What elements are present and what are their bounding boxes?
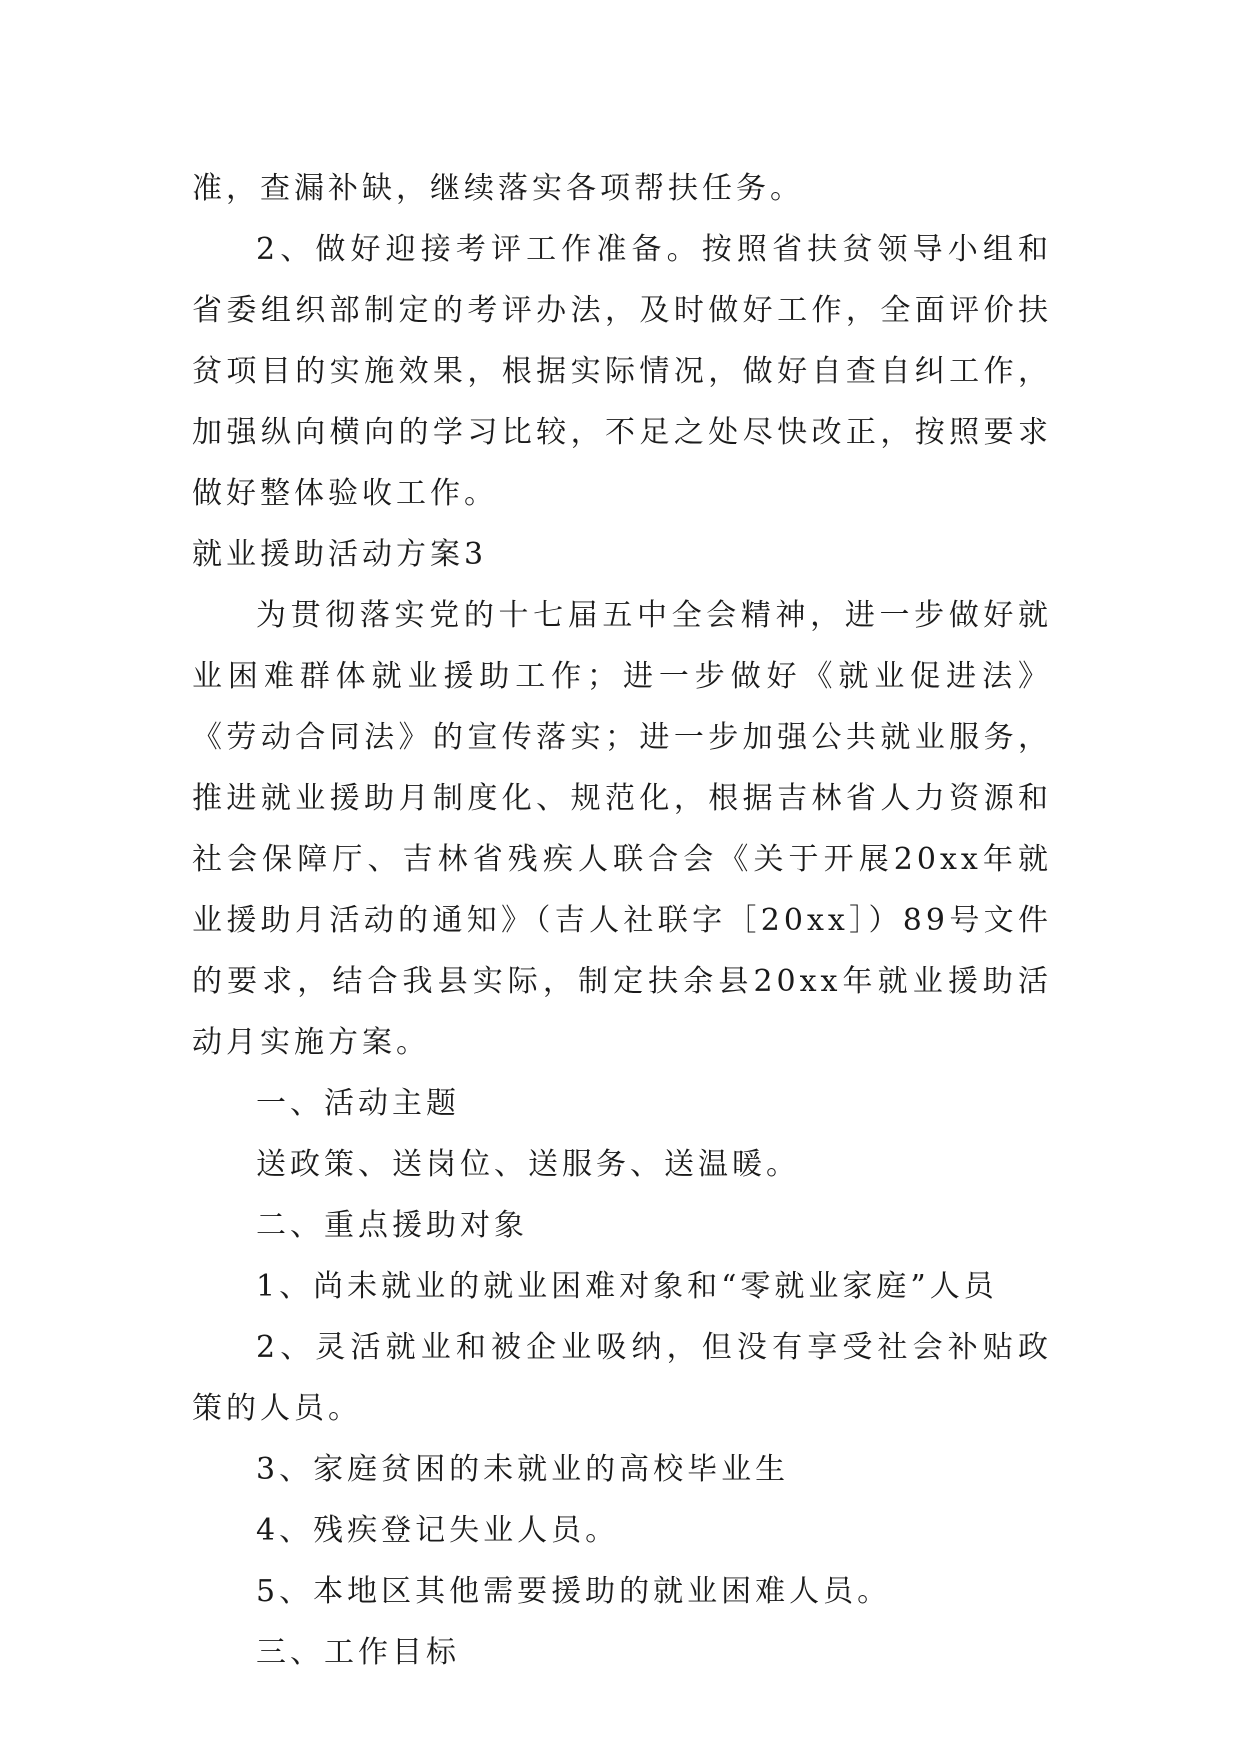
list-item-target-3: 3、家庭贫困的未就业的高校毕业生 — [256, 1452, 790, 1487]
section-heading: 就业援助活动方案3 — [192, 537, 488, 572]
list-item-target-5: 5、本地区其他需要援助的就业困难人员。 — [256, 1574, 892, 1609]
heading-work-goals: 三、工作目标 — [256, 1635, 460, 1670]
heading-activity-theme: 一、活动主题 — [256, 1086, 460, 1121]
paragraph-item-2-evaluation: 2、做好迎接考评工作准备。按照省扶贫领导小组和省委组织部制定的考评办法，及时做好工作，全面评价扶贫项目的实施效果，根据实际情况，做好自查自纠工作，加强纵向横向的学习比较，不足之处尽快改正，按照要求做好整体验收工作。 — [192, 232, 1052, 511]
paragraph-intro: 为贯彻落实党的十七届五中全会精神，进一步做好就业困难群体就业援助工作；进一步做好《就业促进法》《劳动合同法》的宣传落实；进一步加强公共就业服务，推进就业援助月制度化、规范化，根据吉林省人力资源和社会保障厅、吉林省残疾人联合会《关于开展20xx年就业援助月活动的通知》（吉人社联字［20xx］）89号文件的要求，结合我县实际，制定扶余县20xx年就业援助活动月实施方案。 — [192, 598, 1052, 1060]
list-item-target-4: 4、残疾登记失业人员。 — [256, 1513, 620, 1548]
paragraph-theme-text: 送政策、送岗位、送服务、送温暖。 — [256, 1147, 800, 1182]
list-item-target-1: 1、尚未就业的就业困难对象和“零就业家庭”人员 — [256, 1269, 998, 1304]
document-body — [192, 158, 1052, 1683]
paragraph-continuation: 准，查漏补缺，继续落实各项帮扶任务。 — [192, 171, 804, 206]
heading-key-targets: 二、重点援助对象 — [256, 1208, 528, 1243]
list-item-target-2: 2、灵活就业和被企业吸纳，但没有享受社会补贴政策的人员。 — [192, 1330, 1052, 1426]
